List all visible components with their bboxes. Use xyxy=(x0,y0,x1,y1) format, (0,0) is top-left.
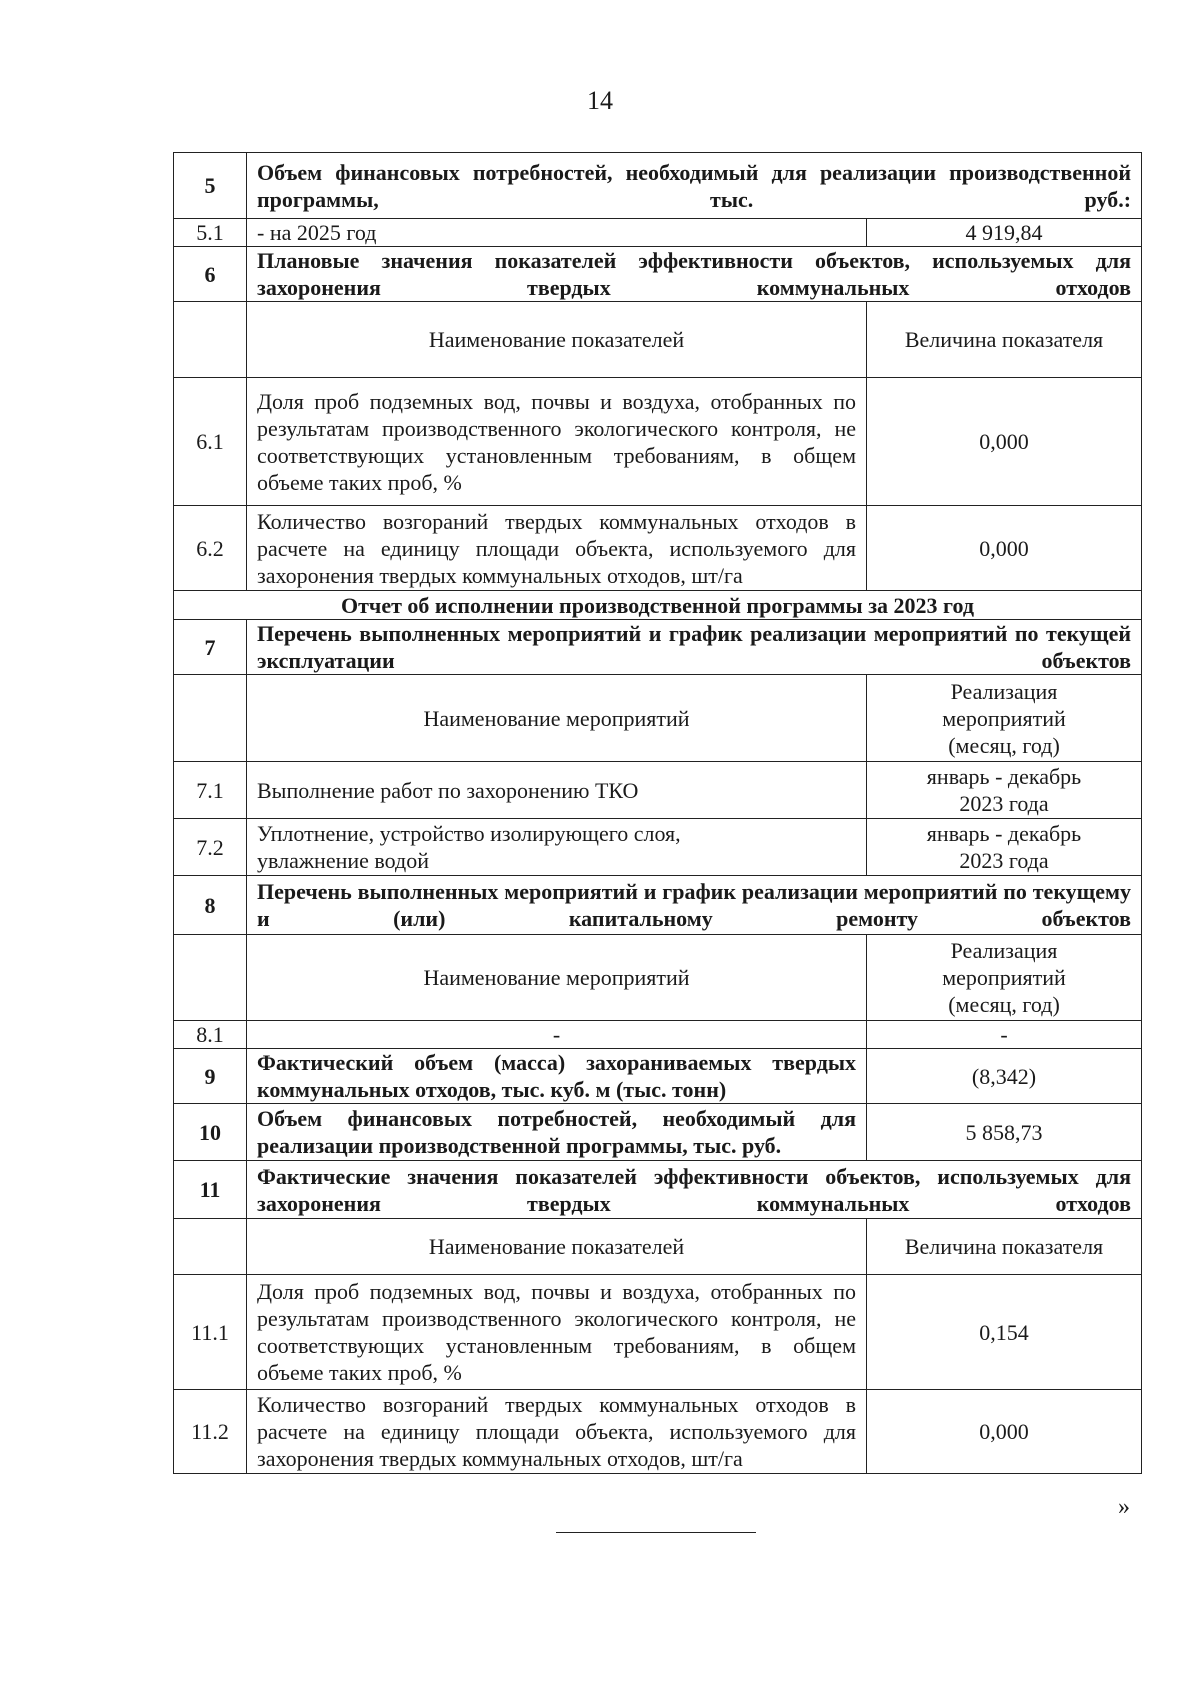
empty-cell xyxy=(174,1219,247,1275)
row-value-line: 2023 года xyxy=(959,848,1049,873)
row-value xyxy=(867,819,1142,876)
table-header-row xyxy=(174,302,1142,378)
empty-cell xyxy=(174,302,247,378)
row-number: 6.2 xyxy=(174,506,247,591)
row-value: 5 858,73 xyxy=(867,1104,1142,1161)
row-number: 5.1 xyxy=(174,219,247,247)
row-label: Доля проб подземных вод, почвы и воздуха, отобранных по результатам производственного экологического контроля, не соответствующих установленным требованиям, в общем объеме таких проб, % xyxy=(247,378,867,506)
column-header-line: мероприятий xyxy=(942,965,1066,990)
table-row xyxy=(174,153,1142,219)
table-row xyxy=(174,819,1142,876)
row-label-line: увлажнение водой xyxy=(257,848,429,873)
column-header-line: (месяц, год) xyxy=(948,992,1060,1017)
column-header: Величина показателя xyxy=(867,302,1142,378)
row-label-line: Уплотнение, устройство изолирующего слоя, xyxy=(257,821,681,846)
row-label: Доля проб подземных вод, почвы и воздуха, отобранных по результатам производственного экологического контроля, не соответствующих установленным требованиям, в общем объеме таких проб, % xyxy=(247,1275,867,1390)
table-header-row xyxy=(174,675,1142,762)
table-row xyxy=(174,1021,1142,1049)
row-label: Выполнение работ по захоронению ТКО xyxy=(247,762,867,819)
section-heading: Перечень выполненных мероприятий и график реализации мероприятий по текущему и (или) капитальному ремонту объектов xyxy=(247,876,1142,935)
report-heading: Отчет об исполнении производственной программы за 2023 год xyxy=(174,591,1142,620)
column-header: Наименование мероприятий xyxy=(247,935,867,1021)
column-header: Наименование показателей xyxy=(247,302,867,378)
row-number: 8.1 xyxy=(174,1021,247,1049)
row-value-line: 2023 года xyxy=(959,791,1049,816)
row-number: 11.2 xyxy=(174,1390,247,1474)
column-header xyxy=(867,935,1142,1021)
row-label: Количество возгораний твердых коммунальных отходов в расчете на единицу площади объекта, используемого для захоронения твердых коммунальных отходов, шт/га xyxy=(247,1390,867,1474)
table-header-row xyxy=(174,935,1142,1021)
row-number: 7 xyxy=(174,620,247,675)
divider-line xyxy=(556,1532,756,1533)
row-value xyxy=(867,762,1142,819)
table-row xyxy=(174,1275,1142,1390)
row-value-line: январь - декабрь xyxy=(926,821,1082,846)
row-label: Фактический объем (масса) захораниваемых твердых коммунальных отходов, тыс. куб. м (тыс. тонн) xyxy=(247,1049,867,1104)
row-number: 11 xyxy=(174,1161,247,1219)
column-header xyxy=(867,675,1142,762)
row-label: Количество возгораний твердых коммунальных отходов в расчете на единицу площади объекта, используемого для захоронения твердых коммунальных отходов, шт/га xyxy=(247,506,867,591)
row-number: 10 xyxy=(174,1104,247,1161)
row-label xyxy=(247,819,867,876)
row-number: 9 xyxy=(174,1049,247,1104)
row-label: - xyxy=(247,1021,867,1049)
row-value: 0,000 xyxy=(867,378,1142,506)
row-value: (8,342) xyxy=(867,1049,1142,1104)
table-row xyxy=(174,219,1142,247)
section-heading: Фактические значения показателей эффективности объектов, используемых для захоронения твердых коммунальных отходов xyxy=(247,1161,1142,1219)
table-row xyxy=(174,1390,1142,1474)
table-row xyxy=(174,378,1142,506)
column-header-line: Реализация xyxy=(950,678,1058,704)
page-number: 14 xyxy=(587,86,613,115)
column-header-line: (месяц, год) xyxy=(948,732,1060,758)
column-header-line: мероприятий xyxy=(942,705,1066,731)
row-number: 5 xyxy=(174,153,247,219)
table-row xyxy=(174,506,1142,591)
row-number: 6.1 xyxy=(174,378,247,506)
table-row xyxy=(174,876,1142,935)
section-heading: Объем финансовых потребностей, необходимый для реализации производственной программы, тыс. руб.: xyxy=(247,153,1142,219)
table-row xyxy=(174,1104,1142,1161)
row-value-line: январь - декабрь xyxy=(926,764,1082,789)
table-row xyxy=(174,591,1142,620)
row-value: 4 919,84 xyxy=(867,219,1142,247)
table-row xyxy=(174,762,1142,819)
row-label: Объем финансовых потребностей, необходимый для реализации производственной программы, тыс. руб. xyxy=(247,1104,867,1161)
column-header: Наименование показателей xyxy=(247,1219,867,1275)
row-number: 7.2 xyxy=(174,819,247,876)
column-header: Наименование мероприятий xyxy=(247,675,867,762)
row-number: 8 xyxy=(174,876,247,935)
table-row xyxy=(174,1161,1142,1219)
row-number: 6 xyxy=(174,247,247,302)
section-heading: Плановые значения показателей эффективности объектов, используемых для захоронения твердых коммунальных отходов xyxy=(247,247,1142,302)
table-header-row xyxy=(174,1219,1142,1275)
empty-cell xyxy=(174,935,247,1021)
row-value: 0,000 xyxy=(867,506,1142,591)
section-heading: Перечень выполненных мероприятий и график реализации мероприятий по текущей эксплуатации объектов xyxy=(247,620,1142,675)
row-number: 11.1 xyxy=(174,1275,247,1390)
row-value: 0,000 xyxy=(867,1390,1142,1474)
row-value: 0,154 xyxy=(867,1275,1142,1390)
row-value: - xyxy=(867,1021,1142,1049)
row-number: 7.1 xyxy=(174,762,247,819)
column-header: Величина показателя xyxy=(867,1219,1142,1275)
closing-quote: » xyxy=(1118,1494,1130,1520)
program-table xyxy=(173,152,1142,1474)
table-row xyxy=(174,1049,1142,1104)
table-row xyxy=(174,620,1142,675)
column-header-line: Реализация xyxy=(950,938,1058,963)
row-label: - на 2025 год xyxy=(247,219,867,247)
table-row xyxy=(174,247,1142,302)
empty-cell xyxy=(174,675,247,762)
